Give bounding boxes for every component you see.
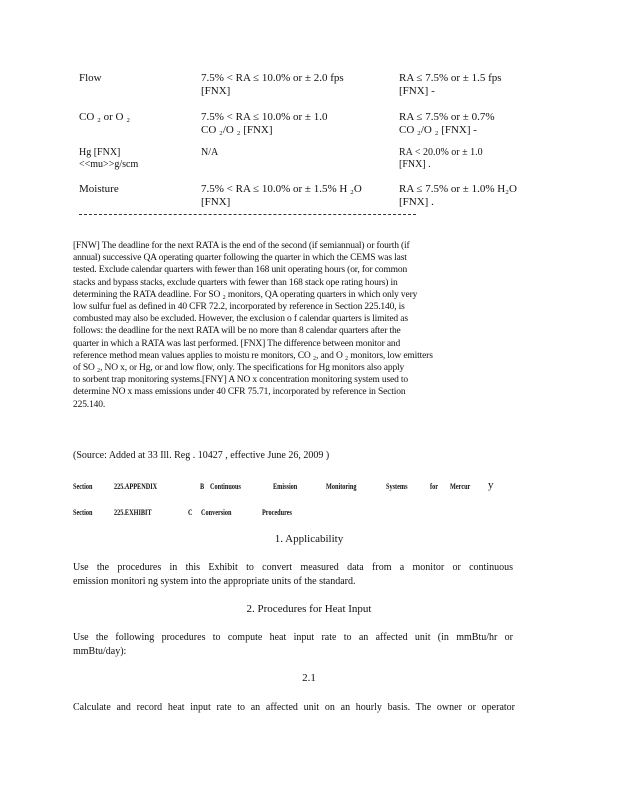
paragraph-line: quarter in which a RATA was last performed. [FNX] The difference between monitor and: [73, 338, 401, 349]
table-right: RA ≤ 7.5% or ± 1.0% H₂O: [399, 183, 517, 195]
procedures-line1: Use the following procedures to compute heat input rate to an affected unit (in mmBtu/hr or: [73, 632, 513, 643]
table-param-line2: <<mu>>g/scm: [79, 159, 139, 170]
section-word: 225.APPENDIX: [114, 482, 158, 491]
table-mid-line2: [FNX]: [201, 85, 231, 97]
paragraph-line: to sorbent trap monitoring systems.[FNY] A NO x concentration monitoring system used to: [73, 375, 408, 386]
paragraph-line: [FNW] The deadline for the next RATA is the end of the second (if semiannual) or fourth (if: [73, 241, 410, 251]
paragraph-line: combusted may also be excluded. However, the exclusion o f calendar quarters is limited as: [73, 314, 408, 325]
applicability-line2: emission monitori ng system into the appropriate units of the standard.: [73, 576, 356, 587]
heading-2-1: 2.1: [302, 672, 316, 684]
section-word: 225.EXHIBIT: [114, 508, 152, 517]
paragraph-line: of SO ₂, NO x, or Hg, or and low flow, only. The specifications for Hg monitors also apply: [73, 363, 405, 374]
section-word: Monitoring: [326, 482, 357, 491]
table-right-line2: [FNX] .: [399, 196, 434, 208]
section-word: C: [188, 508, 193, 517]
paragraph-line: annual) successive QA operating quarter following the quarter in which the CEMS was last: [73, 253, 407, 264]
table-param: CO ₂ or O ₂: [79, 111, 131, 123]
paragraph-line: determine NO x mass emissions under 40 CFR 75.71, incorporated by reference in Section: [73, 387, 406, 398]
table-right: RA ≤ 7.5% or ± 1.5 fps: [399, 72, 502, 84]
section-word: y: [488, 479, 494, 491]
heading-applicability: 1. Applicability: [274, 533, 344, 545]
section-word: Systems: [386, 482, 408, 491]
section-word: Procedures: [262, 508, 292, 517]
paragraph-line: follows: the deadline for the next RATA will be no more than 8 calendar quarters after the: [73, 326, 401, 337]
heading-procedures: 2. Procedures for Heat Input: [246, 603, 372, 615]
calc-line1: Calculate and record heat input rate to an affected unit on an hourly basis. The owner or operator: [73, 702, 515, 713]
section-word: for: [430, 482, 438, 491]
table-mid: 7.5% < RA ≤ 10.0% or ± 2.0 fps: [201, 72, 344, 84]
table-mid-line2: CO ₂/O ₂ [FNX]: [201, 124, 273, 136]
table-right-line2: CO ₂/O ₂ [FNX] -: [399, 124, 477, 136]
table-mid: N/A: [201, 147, 219, 158]
table-param: Flow: [79, 72, 102, 84]
table-right: RA ≤ 7.5% or ± 0.7%: [399, 111, 495, 123]
section-word: Emission: [273, 482, 298, 491]
paragraph-line: 225.140.: [73, 399, 106, 410]
section-word: Conversion: [201, 508, 232, 517]
applicability-line1: Use the procedures in this Exhibit to convert measured data from a monitor or continuous: [73, 562, 513, 573]
paragraph-line: tested. Exclude calendar quarters with fewer than 168 unit operating hours (or, for common: [73, 265, 408, 276]
table-right-line2: [FNX] .: [399, 159, 431, 170]
section-word: Mercur: [450, 482, 471, 491]
paragraph-line: stacks and bypass stacks, exclude quarters with fewer than 168 stack ope rating hours) in: [73, 277, 398, 288]
table-mid-line2: [FNX]: [201, 196, 231, 208]
paragraph-line: low sulfur fuel as defined in 40 CFR 72.2, incorporated by reference in Section 225.140, is: [73, 302, 405, 313]
paragraph-line: reference method mean values applies to moistu re monitors, CO ₂, and O ₂ monitors, low emitters: [73, 350, 433, 361]
procedures-line2: mmBtu/day):: [73, 646, 127, 657]
paragraph-line: determining the RATA deadline. For SO ₂ monitors, QA operating quarters in which only very: [73, 289, 418, 300]
section-word: Section: [73, 482, 93, 491]
section-word: Continuous: [210, 482, 241, 491]
section-word: B: [200, 482, 205, 491]
source-citation: (Source: Added at 33 Ill. Reg . 10427 , effective June 26, 2009 ): [73, 450, 330, 461]
table-mid: 7.5% < RA ≤ 10.0% or ± 1.5% H ₂O: [201, 183, 362, 195]
section-word: Section: [73, 508, 93, 517]
table-right-line2: [FNX] -: [399, 85, 435, 97]
table-param: Hg [FNX]: [79, 147, 121, 158]
table-mid: 7.5% < RA ≤ 10.0% or ± 1.0: [201, 111, 328, 123]
footnote-paragraph: [73, 240, 523, 411]
table-divider: [79, 214, 416, 215]
table-right: RA < 20.0% or ± 1.0: [399, 147, 483, 158]
table-param: Moisture: [79, 183, 119, 195]
